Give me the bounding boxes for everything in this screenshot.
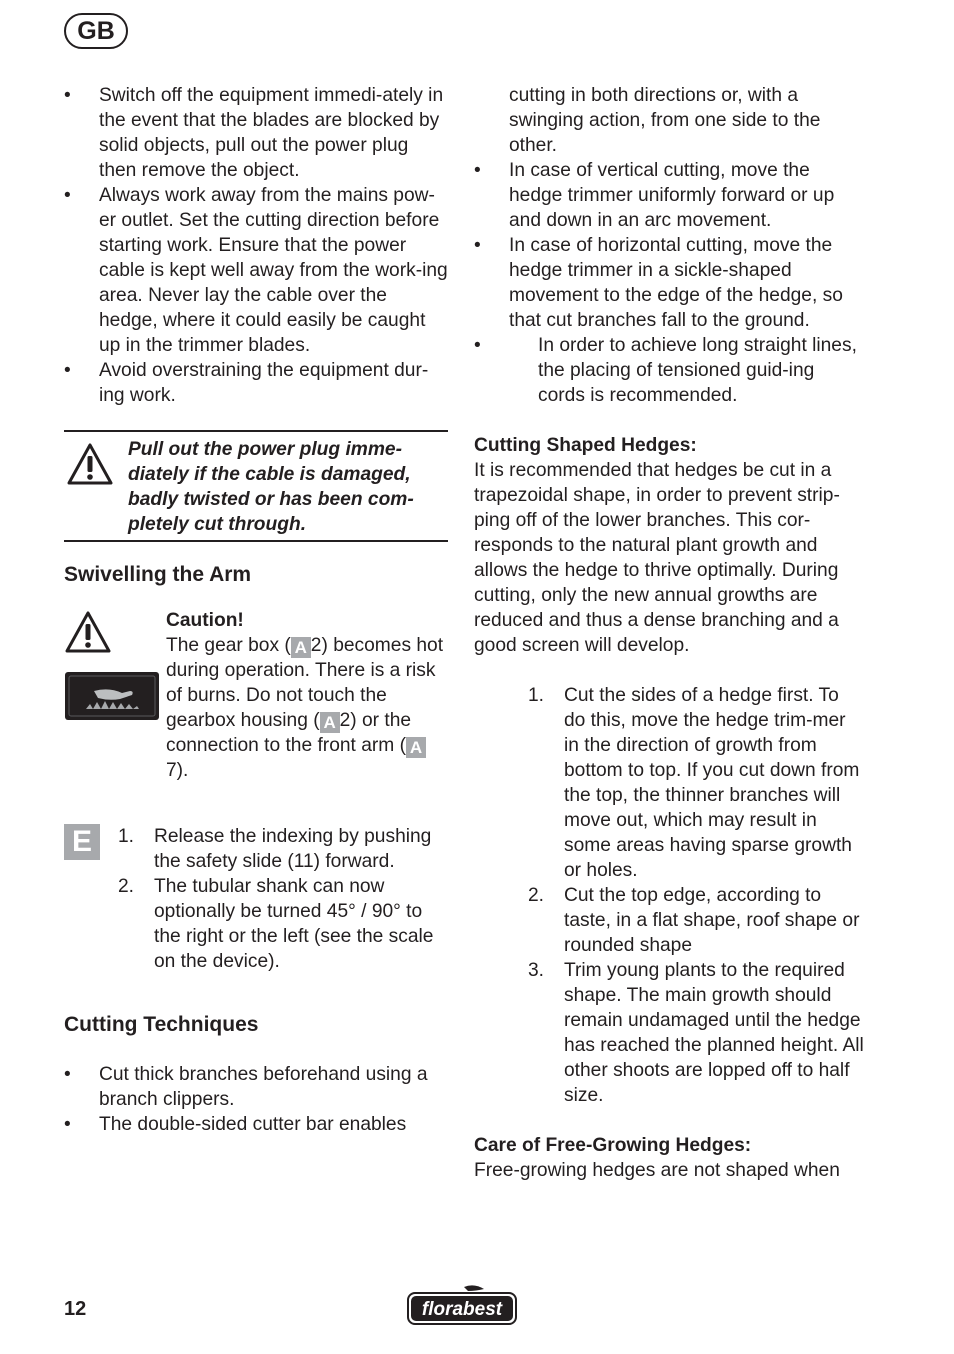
list-item: 1. Cut the sides of a hedge first. To do this, move the hedge trim-mer in the direction of growth from bottom to top. If you cut down from the top, the thinner branches will move out, which may result in some areas having sparse growth or holes. [528,685,860,881]
list-item: • In order to achieve long straight lines, the placing of tensioned guid-ing cords is recommended. [474,333,860,408]
figure-e-badge: E [64,824,100,860]
florabest-logo [406,1283,518,1327]
safety-bullet-list [64,83,448,408]
free-hedges-text: Free-growing hedges are not shaped when [474,1160,840,1181]
list-item: • In case of horizontal cutting, move the hedge trimmer in a sickle-shaped movement to the edge of the hedge, so that cut branches fall to the ground. [474,233,864,333]
list-item: • The double-sided cutter bar enables [64,1112,448,1137]
swivel-steps [118,824,448,974]
hot-surface-icon [64,671,160,721]
warning-box [64,430,448,542]
svg-text:florabest: florabest [421,1299,503,1320]
caution-block [64,608,448,783]
direction-bullet-list [474,158,864,408]
free-hedges-heading: Care of Free-Growing Hedges: [474,1135,752,1156]
shaped-hedges-heading: Cutting Shaped Hedges: [474,435,697,456]
caution-title: Caution! [166,610,244,631]
caution-icons [64,610,160,728]
shaped-hedges-text: It is recommended that hedges be cut in a trapezoidal shape, in order to prevent strip-ping off of the lower branches. This cor-responds to the natural plant growth and allows the hedge to thrive optimally. During cutting, only the new annual growths are reduced and thus a dense branching and a good screen will develop. [474,460,840,656]
list-item: • Avoid overstraining the equipment dur-ing work. [64,358,448,408]
shaped-hedges-steps [528,683,864,1108]
figure-ref-badge: A [320,712,340,733]
continued-text: cutting in both directions or, with a swinging action, from one side to the other. [509,85,821,156]
list-item: 1. Release the indexing by pushing the safety slide (11) forward. [118,826,432,872]
list-item: 3. Trim young plants to the required shape. The main growth should remain undamaged until the hedge has reached the planned height. All other shoots are lopped off to half size. [528,960,864,1106]
figure-ref-badge: A [291,637,311,658]
list-item: • Switch off the equipment immedi-ately in the event that the blades are blocked by solid objects, pull out the power plug then remove the object. [64,83,448,183]
language-badge: GB [64,13,128,49]
warning-triangle-icon [64,610,112,654]
warning-triangle-icon [66,442,114,486]
cutting-heading: Cutting Techniques [64,1013,259,1036]
figure-ref-badge: A [406,737,426,758]
swivel-heading: Swivelling the Arm [64,563,252,586]
caution-text: The gear box ( A 2) becomes hot during operation. There is a risk of burns. Do not touch the gearbox housing ( A 2) or the connection to the front arm ( A7). [166,635,444,781]
list-item: • Always work away from the mains pow-er outlet. Set the cutting direction before starting work. Ensure that the power cable is kept well away from the work-ing area. Never lay the cable over the hedge, where it could easily be caught up in the trimmer blades. [64,183,448,358]
swivel-steps-block [64,824,448,974]
left-column [64,83,448,1137]
right-column [474,83,864,1183]
page-number: 12 [64,1298,87,1320]
list-item: 2. The tubular shank can now optionally be turned 45° / 90° to the right or the left (see the scale on the device). [118,876,434,972]
list-item: • In case of vertical cutting, move the hedge trimmer uniformly forward or up and down in an arc movement. [474,158,864,233]
list-item: • Cut thick branches beforehand using a branch clippers. [64,1062,448,1112]
cutting-bullet-list [64,1062,448,1137]
list-item: 2. Cut the top edge, according to taste, in a flat shape, roof shape or rounded shape [528,885,860,956]
warning-text: Pull out the power plug imme-diately if the cable is damaged, badly twisted or has been com-pletely cut through. [128,439,414,535]
